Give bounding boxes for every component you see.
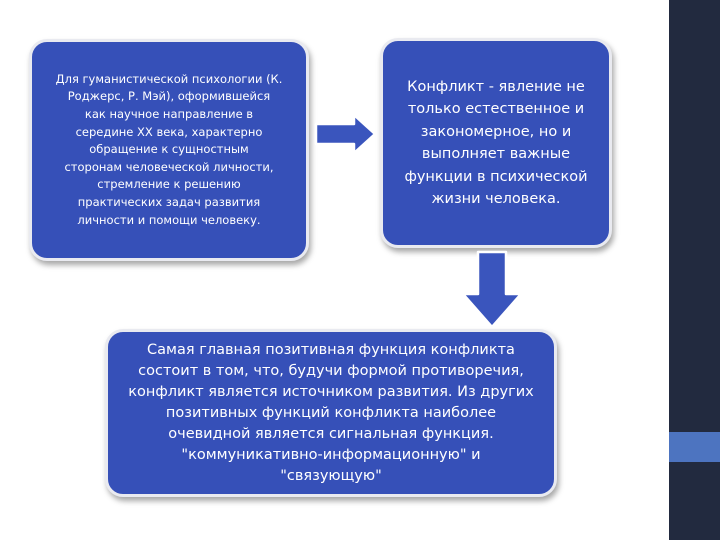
- humanistic-psychology-text: Для гуманистической психологии (К. Роджерс, Р. Мэй), оформившейся как научное направление в середине XX века, характерно обращение к сущностным сторонам человеческой личности, стремление к решению практических задач развития личности и помощи человеку.: [55, 71, 283, 227]
- right-arrow-icon: [314, 112, 378, 156]
- positive-function-text: Самая главная позитивная функция конфликта состоит в том, что, будучи формой противоречия, конфликт является источником развития. Из других позитивных функций конфликта наиболее очевидной является сигнальная функция. "коммуникативно-информационную" и "связующую": [128, 341, 534, 484]
- down-arrow-icon: [460, 250, 524, 330]
- sidebar-accent-block: [669, 432, 720, 462]
- conflict-definition-text: Конфликт - явление не только естественное и закономерное, но и выполняет важные функции в психической жизни человека.: [404, 78, 588, 207]
- conflict-definition-box: [380, 38, 612, 248]
- humanistic-psychology-box: [29, 39, 309, 261]
- positive-function-box: [105, 329, 557, 497]
